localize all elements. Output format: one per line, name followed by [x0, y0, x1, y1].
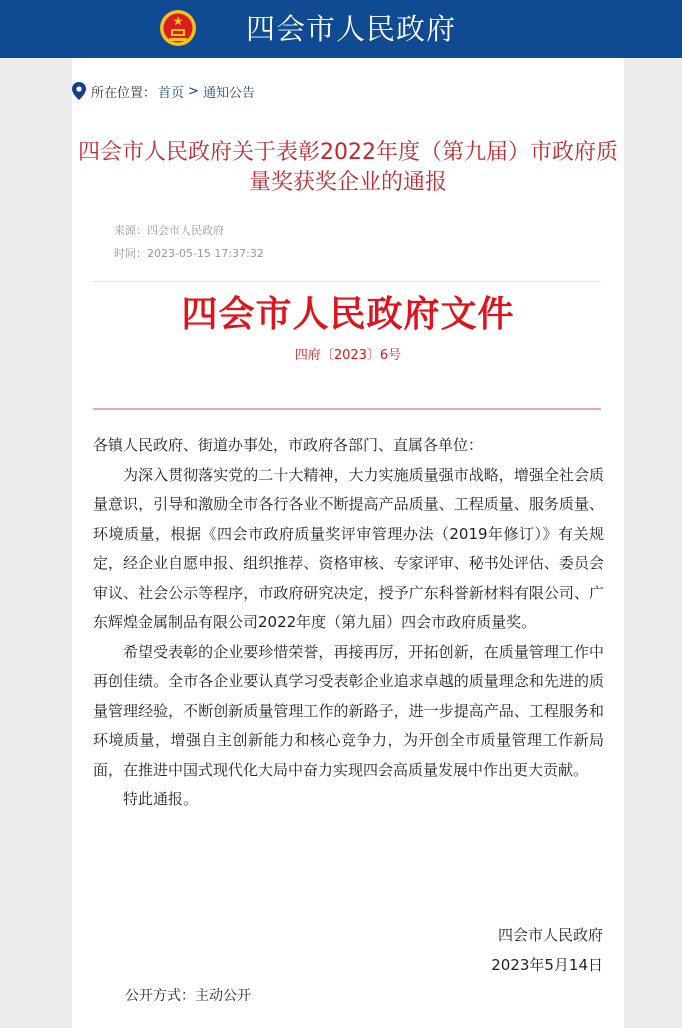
document-header: 四会市人民政府文件: [181, 294, 515, 335]
meta-divider: [93, 281, 601, 282]
breadcrumb-separator: >: [188, 83, 199, 99]
site-title[interactable]: 四会市人民政府: [246, 12, 457, 46]
document-body: [93, 431, 604, 815]
article-source: 来源：四会市人民政府: [114, 224, 224, 237]
breadcrumb-current-link[interactable]: 通知公告: [202, 85, 255, 101]
body-paragraph: 希望受表彰的企业要珍惜荣誉，再接再厉，开拓创新，在质量管理工作中再创佳绩。全市各企业要认真学习受表彰企业追求卓越的质量理念和先进的质量管理经验，不断创新质量管理工作的新路子，进一步提高产品、工程服务和环境质量，增强自主创新能力和核心竞争力，为开创全市质量管理工作新局面，在推进中国式现代化大局中奋力实现四会高质量发展中作出更大贡献。: [93, 642, 604, 779]
national-emblem-icon[interactable]: [159, 8, 197, 48]
article-time: 时间：2023-05-15 17:37:32: [114, 247, 264, 260]
salutation-paragraph: 各镇人民政府、街道办事处，市政府各部门、直属各单位：: [93, 436, 484, 454]
disclosure-method: 公开方式：主动公开: [125, 988, 251, 1004]
site-header: [0, 0, 682, 58]
signature-issuer: 四会市人民政府: [497, 926, 603, 944]
breadcrumb: [72, 79, 255, 103]
article-title: 四会市人民政府关于表彰2022年度（第九届）市政府质量奖获奖企业的通报: [78, 140, 618, 195]
signature-date: 2023年5月14日: [491, 956, 603, 974]
breadcrumb-label: 所在位置：: [91, 85, 157, 101]
document-number: 四府〔2023〕6号: [294, 348, 402, 363]
location-pin-icon: [72, 82, 86, 100]
closing-paragraph: 特此通报。: [123, 790, 199, 808]
article-page: [72, 58, 624, 1028]
document-red-divider: [93, 408, 601, 410]
breadcrumb-home-link[interactable]: 首页: [158, 85, 185, 101]
body-paragraph: 为深入贯彻落实党的二十大精神，大力实施质量强市战略，增强全社会质量意识，引导和激励全市各行各业不断提高产品质量、工程质量、服务质量、环境质量，根据《四会市政府质量奖评审管理办法（2019年修订）》有关规定，经企业自愿申报、组织推荐、资格审核、专家评审、秘书处评估、委员会审议、社会公示等程序，市政府研究决定，授予广东科誉新材料有限公司、广东辉煌金属制品有限公司2022年度（第九届）四会市政府质量奖。: [93, 465, 604, 631]
